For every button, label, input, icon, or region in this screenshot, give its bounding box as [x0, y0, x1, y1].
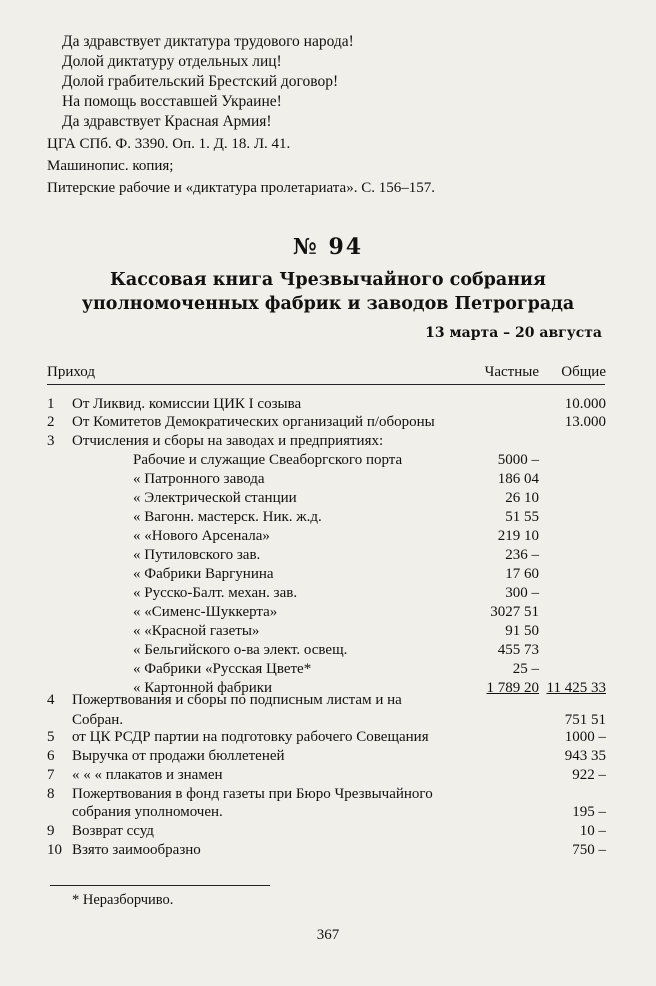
table-row — [0, 621, 656, 641]
row-text: « Вагонн. мастерск. Ник. ж.д. — [133, 509, 322, 525]
table-row — [0, 727, 656, 747]
row-total-amount: 10.000 — [564, 396, 606, 412]
row-text: « « « плакатов и знамен — [72, 767, 223, 783]
row-text: Возврат ссуд — [72, 823, 154, 839]
row-text: « «Сименс-Шуккерта» — [133, 604, 278, 620]
row-text: « «Красной газеты» — [133, 623, 260, 639]
publication-reference: Питерские рабочие и «диктатура пролетариата». С. 156–157. — [47, 180, 435, 196]
row-private-amount: 186 04 — [497, 471, 539, 487]
row-text: « Бельгийского о-ва элект. освещ. — [133, 642, 348, 658]
table-row — [0, 526, 656, 546]
table-row — [0, 602, 656, 622]
row-private-amount: 236 – — [505, 547, 539, 563]
row-private-amount: 3027 51 — [490, 604, 539, 620]
table-row — [0, 765, 656, 785]
column-header-total: Общие — [561, 364, 606, 380]
archive-reference: ЦГА СПб. Ф. 3390. Оп. 1. Д. 18. Л. 41. — [47, 136, 291, 152]
row-total-amount: 13.000 — [564, 414, 606, 430]
row-text: « Путиловского зав. — [133, 547, 261, 563]
document-number: № 94 — [292, 234, 364, 260]
row-text: От Ликвид. комиссии ЦИК I созыва — [72, 396, 302, 412]
row-total-amount: 195 – — [572, 804, 606, 820]
row-text: « Картонной фабрики — [133, 680, 273, 696]
row-number: 8 — [47, 786, 55, 802]
row-text: « Фабрики «Русская Цвете* — [133, 661, 312, 677]
row-text: от ЦК РСДР партии на подготовку рабочего Совещания — [72, 729, 429, 745]
row-text: « Электрической станции — [133, 490, 297, 506]
table-row — [0, 412, 656, 432]
row-text: « Патронного завода — [133, 471, 265, 487]
table-row — [0, 394, 656, 414]
row-private-amount: 25 – — [512, 661, 539, 677]
row-text: Взято заимообразно — [72, 842, 201, 858]
row-text: Выручка от продажи бюллетеней — [72, 748, 285, 764]
row-total-amount: 750 – — [572, 842, 606, 858]
footnote-rule — [50, 885, 270, 886]
document-dates: 13 марта – 20 августа — [425, 325, 602, 341]
page-number: 367 — [316, 927, 340, 943]
row-text: Отчисления и сборы на заводах и предприятиях: — [72, 433, 384, 449]
table-row — [0, 488, 656, 508]
row-total-amount: 11 425 33 — [546, 680, 606, 696]
row-text: собрания уполномочен. — [72, 804, 223, 820]
row-text: « Русско-Балт. механ. зав. — [133, 585, 298, 601]
row-total-amount: 10 – — [579, 823, 606, 839]
row-number: 5 — [47, 729, 55, 745]
row-private-amount: 91 50 — [505, 623, 539, 639]
row-number: 9 — [47, 823, 55, 839]
row-private-amount: 300 – — [505, 585, 539, 601]
table-row — [0, 659, 656, 679]
document-type: Машинопис. копия; — [47, 158, 174, 174]
slogan-line: Да здравствует Красная Армия! — [62, 113, 272, 130]
row-private-amount: 1 789 20 — [486, 680, 539, 696]
slogan-line: Долой диктатуру отдельных лиц! — [62, 53, 282, 70]
row-number: 7 — [47, 767, 55, 783]
table-row — [0, 746, 656, 766]
row-text: Пожертвования и сборы по подписным листам и на — [72, 692, 402, 708]
row-private-amount: 219 10 — [497, 528, 539, 544]
row-total-amount: 922 – — [572, 767, 606, 783]
row-number: 2 — [47, 414, 55, 430]
row-text: Пожертвования в фонд газеты при Бюро Чрезвычайного — [72, 786, 433, 802]
footnote: * Неразборчиво. — [72, 892, 174, 908]
slogan-line: Да здравствует диктатура трудового народа! — [62, 33, 354, 50]
table-row — [0, 431, 656, 451]
table-row — [0, 690, 656, 710]
table-row — [0, 583, 656, 603]
row-private-amount: 26 10 — [505, 490, 539, 506]
table-row — [0, 450, 656, 470]
row-private-amount: 5000 – — [497, 452, 539, 468]
column-header-private: Частные — [484, 364, 539, 380]
row-total-amount: 943 35 — [564, 748, 606, 764]
table-row — [0, 802, 656, 822]
header-rule — [47, 384, 605, 385]
row-text: Собран. — [72, 712, 124, 728]
column-header-income: Приход — [47, 364, 95, 380]
row-number: 6 — [47, 748, 55, 764]
row-text: Рабочие и служащие Свеаборгского порта — [133, 452, 403, 468]
row-number: 1 — [47, 396, 55, 412]
table-row — [0, 507, 656, 527]
row-private-amount: 17 60 — [505, 566, 539, 582]
row-private-amount: 51 55 — [505, 509, 539, 525]
slogan-line: На помощь восставшей Украине! — [62, 93, 282, 110]
row-private-amount: 455 73 — [497, 642, 539, 658]
row-text: « «Нового Арсенала» — [133, 528, 270, 544]
table-row — [0, 784, 656, 804]
table-row — [0, 640, 656, 660]
table-row — [0, 821, 656, 841]
table-row — [0, 545, 656, 565]
row-number: 4 — [47, 692, 55, 708]
slogan-line: Долой грабительский Брестский договор! — [62, 73, 339, 90]
row-number: 10 — [47, 842, 62, 858]
row-total-amount: 1000 – — [564, 729, 606, 745]
document-title-line2: уполномоченных фабрик и заводов Петрограда — [81, 294, 575, 314]
row-text: От Комитетов Демократических организаций п/обороны — [72, 414, 435, 430]
row-number: 3 — [47, 433, 55, 449]
row-text: « Фабрики Варгунина — [133, 566, 274, 582]
table-row — [0, 564, 656, 584]
table-row — [0, 840, 656, 860]
table-row — [0, 469, 656, 489]
document-title-line1: Кассовая книга Чрезвычайного собрания — [110, 270, 546, 290]
row-total-amount: 751 51 — [564, 712, 606, 728]
